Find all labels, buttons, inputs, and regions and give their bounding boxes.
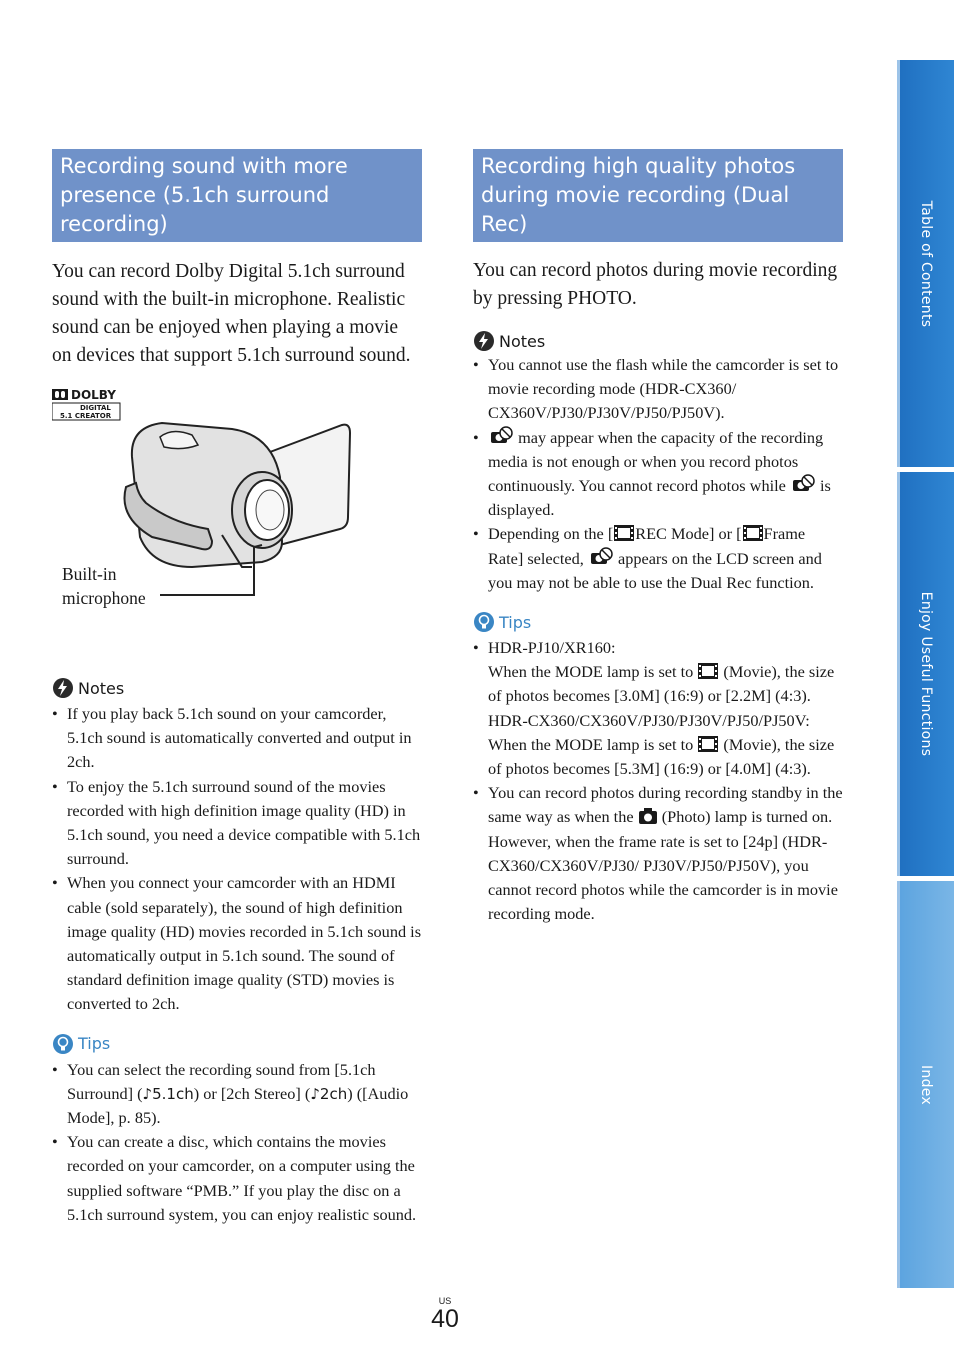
tips-label-left: Tips: [78, 1034, 111, 1054]
dual-rec-prohibited-icon: [488, 426, 514, 446]
tip-text: You can record photos during recording standby in the same way as when the: [488, 783, 843, 827]
page-region: US: [438, 1296, 452, 1306]
tab-label: Enjoy Useful Functions: [917, 591, 934, 757]
movie-film-icon: [742, 524, 764, 542]
tip-text: ) ([Audio Mode], p. 85).: [67, 1083, 409, 1128]
tips-list-left: [52, 1058, 422, 1227]
left-column: [52, 149, 422, 1227]
notes-label-right: Notes: [499, 331, 546, 351]
section-heading-dual-rec: Recording high quality photos during movie recording (Dual Rec): [473, 149, 843, 242]
dual-rec-prohibited-icon: [790, 474, 816, 494]
list-item: [473, 781, 843, 926]
movie-film-icon: [697, 662, 719, 680]
tip-text: ) or [2ch Stereo] (: [193, 1083, 311, 1103]
list-item: [473, 636, 843, 781]
tip-model-line: • HDR-PJ10/XR160:: [488, 638, 616, 658]
tip-text: (Photo) lamp is turned on. However, when the frame rate is set to [24p] (HDR-CX360/CX360V/PJ30/ PJ30V/PJ50/PJ50V), you cannot record photos while the camcorder is in movie recording mode.: [488, 807, 838, 924]
dual-rec-intro: You can record photos during movie recording by pressing PHOTO.: [473, 260, 838, 309]
movie-film-icon: [613, 524, 635, 542]
list-item: • If you play back 5.1ch sound on your camcorder, 5.1ch sound is automatically converted and output in 2ch.: [52, 702, 422, 775]
note-text: Frame Rate] selected,: [488, 524, 806, 568]
list-item: [473, 426, 843, 523]
notes-label-left: Notes: [78, 678, 125, 698]
note-text: may appear when the capacity of the recording media is not enough or when you record photos continuously. You cannot record photos while: [488, 427, 824, 496]
tip-model-line: HDR-CX360/CX360V/PJ30/PJ30V/PJ50/PJ50V:: [488, 710, 810, 730]
notes-list-right: [473, 353, 843, 595]
surround-intro: You can record Dolby Digital 5.1ch surround sound with the built-in microphone. Realistic sound can be enjoyed when playing a movie on devices that support 5.1ch surround sound.: [52, 261, 411, 366]
tab-label: Table of Contents: [917, 200, 934, 327]
dolby-line1: DIGITAL: [80, 404, 111, 412]
tips-heading-right: [473, 611, 843, 633]
dual-rec-prohibited-icon: [588, 547, 614, 567]
tips-heading-left: [52, 1033, 422, 1055]
tab-enjoy-useful-functions[interactable]: [897, 472, 954, 876]
page-number-value: 40: [431, 1305, 459, 1333]
stereo-2ch-icon: ♪2ch: [310, 1084, 348, 1103]
tips-lightbulb-icon: [473, 611, 495, 633]
note-text: is displayed.: [488, 476, 831, 520]
notes-icon: [52, 677, 74, 699]
note-text: REC Mode] or [: [635, 524, 742, 544]
tips-label-right: Tips: [499, 612, 532, 632]
notes-icon: [473, 330, 495, 352]
tips-list-right: [473, 636, 843, 926]
list-item: • To enjoy the 5.1ch surround sound of the movies recorded with high definition image quality (HD) in 5.1ch sound, you need a device compatible with 5.1ch surround.: [52, 775, 422, 872]
tab-label: Index: [917, 1064, 934, 1105]
tip-text: (Movie), the size of photos becomes [3.0M] (16:9) or [2.2M] (4:3).: [488, 662, 835, 706]
tab-index[interactable]: [897, 881, 954, 1288]
list-item: [52, 1058, 422, 1131]
list-item: • When you connect your camcorder with an HDMI cable (sold separately), the sound of high definition image quality (HD) movies recorded in 5.1ch sound is automatically output in 5.1ch sound. The sound of standard definition image quality (STD) movies is converted to 2ch.: [52, 871, 422, 1016]
right-column: [473, 149, 843, 926]
camcorder-figure: [52, 422, 422, 677]
page-number: [430, 1296, 460, 1332]
tip-text: (Movie), the size of photos becomes [5.3M] (16:9) or [4.0M] (4:3).: [488, 734, 835, 779]
tip-text: You can select the recording sound from [5.1ch Surround] (: [67, 1059, 376, 1103]
tip-text: When the MODE lamp is set to: [488, 662, 698, 682]
note-text: Depending on the [: [488, 524, 614, 544]
surround-51-icon: ♪5.1ch: [142, 1084, 194, 1103]
tip-text: When the MODE lamp is set to: [488, 734, 698, 754]
notes-heading-left: [52, 677, 422, 699]
photo-camera-icon: [638, 807, 658, 825]
section-heading-surround: Recording sound with more presence (5.1ch surround recording): [52, 149, 422, 242]
list-item: • You cannot use the flash while the camcorder is set to movie recording mode (HDR-CX360/ CX360V/PJ30/PJ30V/PJ50/PJ50V).: [473, 353, 843, 426]
tab-table-of-contents[interactable]: [897, 60, 954, 467]
note-text: appears on the LCD screen and you may not be able to use the Dual Rec function.: [488, 548, 822, 592]
dolby-brand: DOLBY: [71, 388, 116, 402]
notes-list-left: [52, 702, 422, 1017]
figure-label-microphone: Built-in microphone: [62, 564, 146, 608]
notes-heading-right: [473, 330, 843, 352]
list-item: • You can create a disc, which contains the movies recorded on your camcorder, on a computer using the supplied software “PMB.” If you play the disc on a 5.1ch surround system, you can enjoy realistic sound.: [52, 1130, 422, 1227]
tips-lightbulb-icon: [52, 1033, 74, 1055]
movie-film-icon: [697, 735, 719, 753]
list-item: [473, 522, 843, 595]
dolby-line2: 5.1 CREATOR: [60, 412, 112, 420]
